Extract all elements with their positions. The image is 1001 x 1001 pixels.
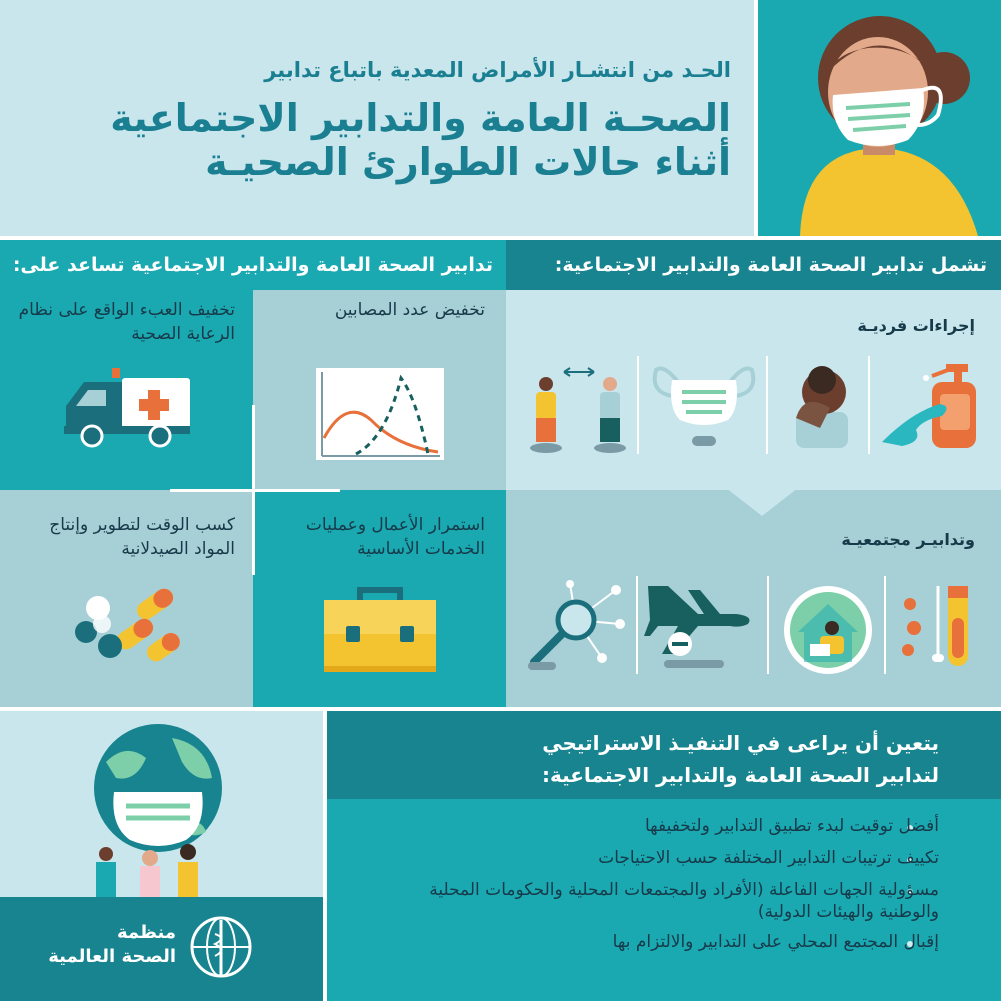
panel-pointer-icon [726,488,798,518]
measures-heading: تشمل تدابير الصحة العامة والتدابير الاجتماعية: [554,254,987,276]
hand-sanitizer-icon [882,362,978,452]
icon-divider [884,576,886,674]
cross-divider-vertical [252,405,255,575]
strategy-bullet: مسؤولية الجهات الفاعلة (الأفراد والمجتمعات المحلية والحكومات المحلية والوطنية والهيئات الدولية) [429,880,939,922]
benefits-heading: تدابير الصحة العامة والتدابير الاجتماعية تساعد على: [12,254,493,276]
benefit-label-healthcare: تخفيف العبء الواقع على نظام الرعاية الصحية [18,300,235,344]
masked-person-illustration [758,0,1001,236]
travel-restriction-icon [644,580,756,670]
contact-tracing-icon [526,580,626,672]
physical-distancing-icon [524,362,628,456]
page-title-line-1: الصحـة العامة والتدابير الاجتماعية [110,96,731,140]
briefcase-icon [322,584,438,676]
organization-name-line-1: منظمة [116,922,176,943]
page-subtitle: الحـد من انتشـار الأمراض المعدية باتباع تدابير [264,58,731,82]
testing-icon [898,580,980,672]
icon-divider [766,356,768,454]
face-mask-icon [648,362,760,448]
page-title-line-2: أثناء حالات الطوارئ الصحيـة [205,140,731,184]
strategy-bullet: أفضل توقيت لبدء تطبيق التدابير ولتخفيفها [644,816,939,836]
ambulance-icon [62,360,194,448]
organization-name-line-2: الصحة العالمية [48,946,176,967]
stay-home-icon [782,584,874,676]
icon-divider [636,576,638,674]
individual-measures-label: إجراءات فرديـة [857,316,975,335]
masked-person-icon [758,0,1001,236]
epidemic-curve-icon [316,368,444,460]
icon-divider [767,576,769,674]
strategy-heading-line-2: لتدابير الصحة العامة والتدابير الاجتماعية: [541,763,939,787]
globe-with-mask-icon [86,722,230,900]
strategy-bullet: تكييف ترتيبات التدابير المختلفة حسب الاحتياجات [598,848,939,868]
community-measures-label: وتدابيـر مجتمعيـة [841,530,975,549]
who-emblem-icon [188,914,254,980]
icon-divider [868,356,870,454]
benefit-label-continuity: استمرار الأعمال وعمليات الخدمات الأساسية [305,515,485,559]
icon-divider [637,356,639,454]
cough-into-elbow-icon [790,362,854,448]
strategy-heading-line-1: يتعين أن يراعى في التنفيـذ الاستراتيجي [542,731,939,755]
strategy-bullet: إقبال المجتمع المحلي على التدابير والالتزام بها [612,932,939,952]
pills-icon [74,586,184,672]
benefit-label-pharma: كسب الوقت لتطوير وإنتاج المواد الصيدلانية [49,515,235,559]
benefit-label-infections: تخفيض عدد المصابين [334,300,485,320]
cross-divider-horizontal [170,489,340,492]
